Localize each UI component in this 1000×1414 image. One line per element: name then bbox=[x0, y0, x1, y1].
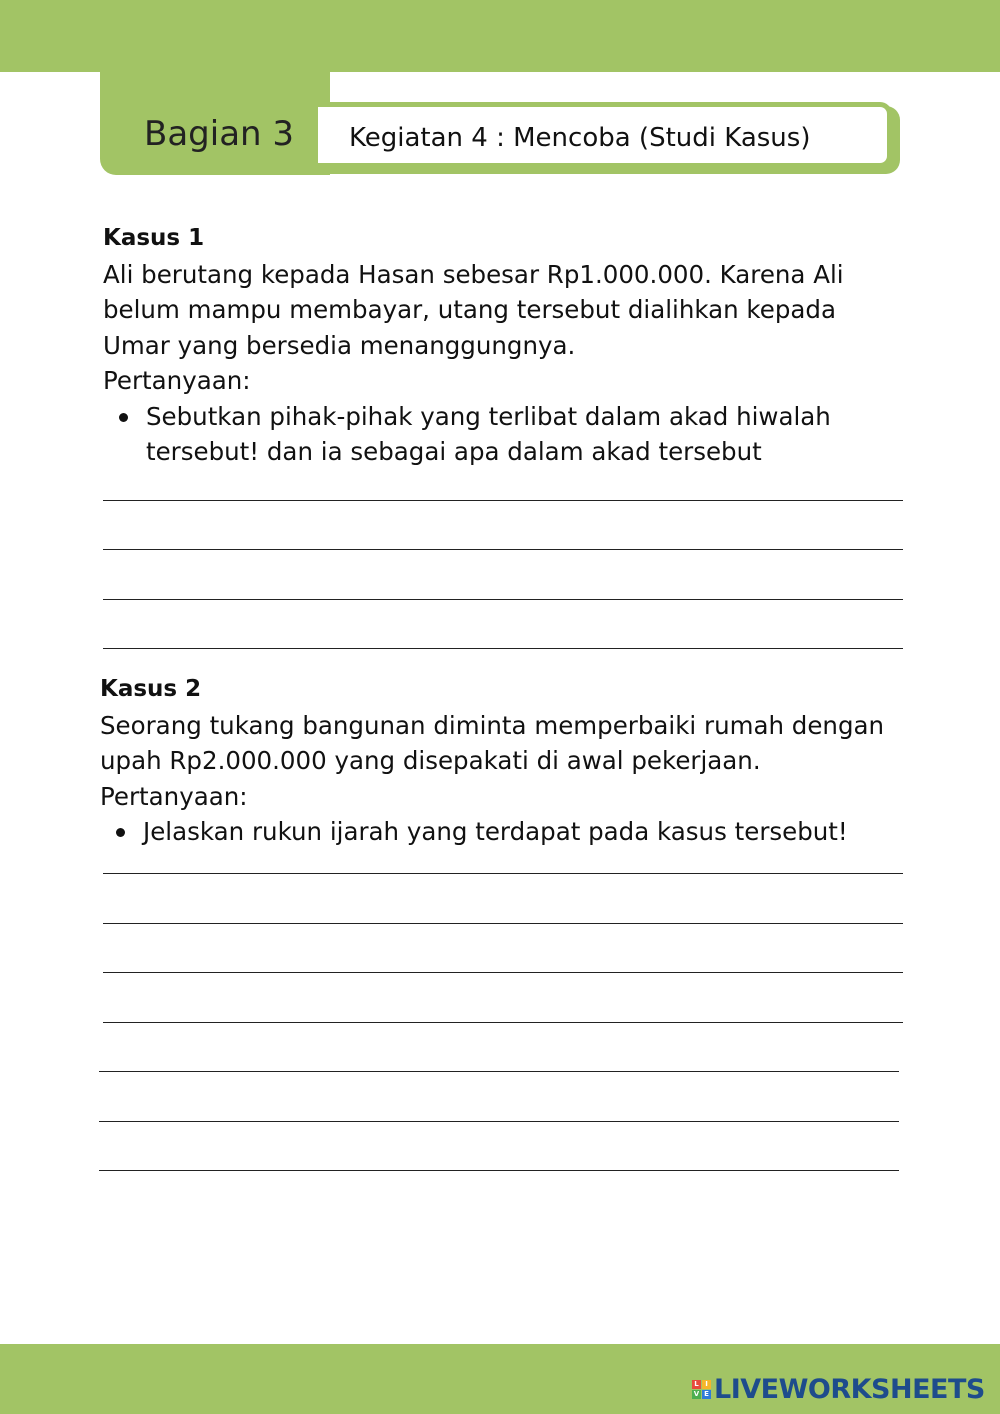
case-2-question-list bbox=[100, 814, 900, 850]
answer-line[interactable] bbox=[103, 500, 903, 501]
case-2-question-label: Pertanyaan: bbox=[100, 781, 248, 811]
answer-line[interactable] bbox=[103, 549, 903, 550]
logo-tile: I bbox=[702, 1380, 711, 1389]
section-label: Bagian 3 bbox=[144, 114, 295, 154]
activity-title: Kegiatan 4 : Mencoba (Studi Kasus) bbox=[349, 123, 811, 153]
answer-line[interactable] bbox=[99, 1071, 899, 1072]
top-band bbox=[0, 0, 1000, 72]
case-1-body: Ali berutang kepada Hasan sebesar Rp1.000.000. Karena Ali belum mampu membayar, utang tersebut dialihkan kepada Umar yang bersedia menanggungnya. bbox=[103, 259, 844, 360]
case-1 bbox=[103, 221, 903, 470]
logo-tile: V bbox=[693, 1389, 700, 1398]
answer-line[interactable] bbox=[103, 923, 903, 924]
activity-title-box bbox=[318, 102, 892, 168]
section-tab bbox=[100, 72, 330, 175]
case-2-body: Seorang tukang bangunan diminta memperbaiki rumah dengan upah Rp2.000.000 yang disepakati di awal pekerjaan. bbox=[100, 710, 885, 775]
answer-line[interactable] bbox=[99, 1170, 899, 1171]
case-2-question: Jelaskan rukun ijarah yang terdapat pada kasus tersebut! bbox=[143, 814, 900, 850]
case-1-heading: Kasus 1 bbox=[103, 225, 205, 251]
case-2 bbox=[100, 672, 900, 850]
answer-line[interactable] bbox=[103, 1022, 903, 1023]
case-2-heading: Kasus 2 bbox=[100, 676, 202, 702]
answer-line[interactable] bbox=[103, 599, 903, 600]
case-1-question-list bbox=[103, 399, 903, 470]
case-1-question-label: Pertanyaan: bbox=[103, 366, 251, 395]
case-1-question: Sebutkan pihak-pihak yang terlibat dalam akad hiwalah tersebut! dan ia sebagai apa dalam akad tersebut bbox=[146, 399, 903, 470]
logo-tile: L bbox=[692, 1380, 701, 1389]
answer-line[interactable] bbox=[103, 873, 903, 874]
liveworksheets-icon bbox=[692, 1380, 711, 1399]
answer-line[interactable] bbox=[99, 1121, 899, 1122]
brand-name: LIVEWORKSHEETS bbox=[714, 1373, 985, 1405]
liveworksheets-logo[interactable] bbox=[692, 1372, 985, 1406]
answer-line[interactable] bbox=[103, 648, 903, 649]
logo-tile: E bbox=[702, 1390, 711, 1399]
answer-line[interactable] bbox=[103, 972, 903, 973]
